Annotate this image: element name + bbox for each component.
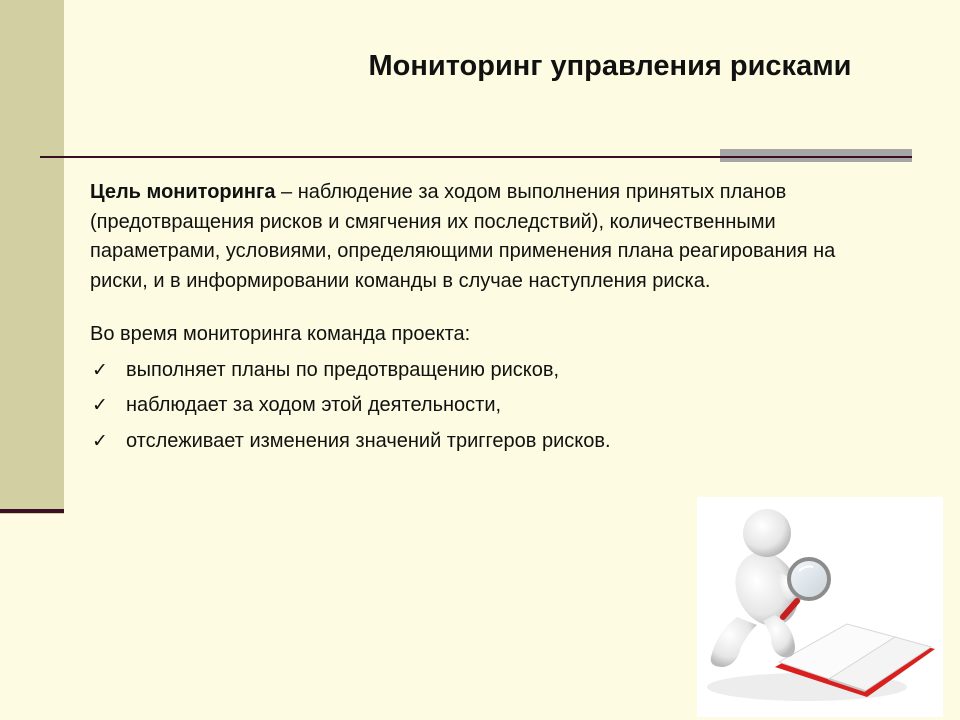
goal-text: – наблюдение за ходом выполнения принятых планов (предотвращения рисков и смягчения их последствий), количественными параметрами, условиями, определяющими применения плана реагирования на риски, и в информировании команды в случае наступления риска. <box>90 181 836 292</box>
figure-back-leg <box>711 617 757 667</box>
checklist <box>90 356 850 457</box>
illustration-svg <box>697 497 943 717</box>
goal-term: Цель мониторинга <box>90 181 276 203</box>
checklist-item-text: наблюдает за ходом этой деятельности, <box>126 394 502 416</box>
checklist-item <box>90 391 850 421</box>
goal-paragraph <box>90 178 850 296</box>
slide-title: Мониторинг управления рисками <box>368 50 852 82</box>
title-divider-accent <box>720 149 912 162</box>
magnifier-icon <box>783 559 829 617</box>
figure-front-leg <box>763 615 795 657</box>
checkmark-icon: ✓ <box>92 358 108 381</box>
checklist-item-text: выполняет планы по предотвращению рисков, <box>126 358 560 381</box>
checklist-item <box>90 356 850 386</box>
left-decor-bar <box>0 0 64 514</box>
slide-body <box>90 178 850 462</box>
checklist-item-text: отслеживает изменения значений триггеров рисков. <box>126 429 611 452</box>
figure-with-magnifier-illustration <box>697 497 943 717</box>
left-decor-line <box>0 509 64 513</box>
figure-head <box>743 509 791 557</box>
checklist-item <box>90 427 850 457</box>
checkmark-icon: ✓ <box>92 394 108 416</box>
intro-text: Во время мониторинга команда проекта: <box>90 323 471 345</box>
checkmark-icon: ✓ <box>92 429 108 452</box>
